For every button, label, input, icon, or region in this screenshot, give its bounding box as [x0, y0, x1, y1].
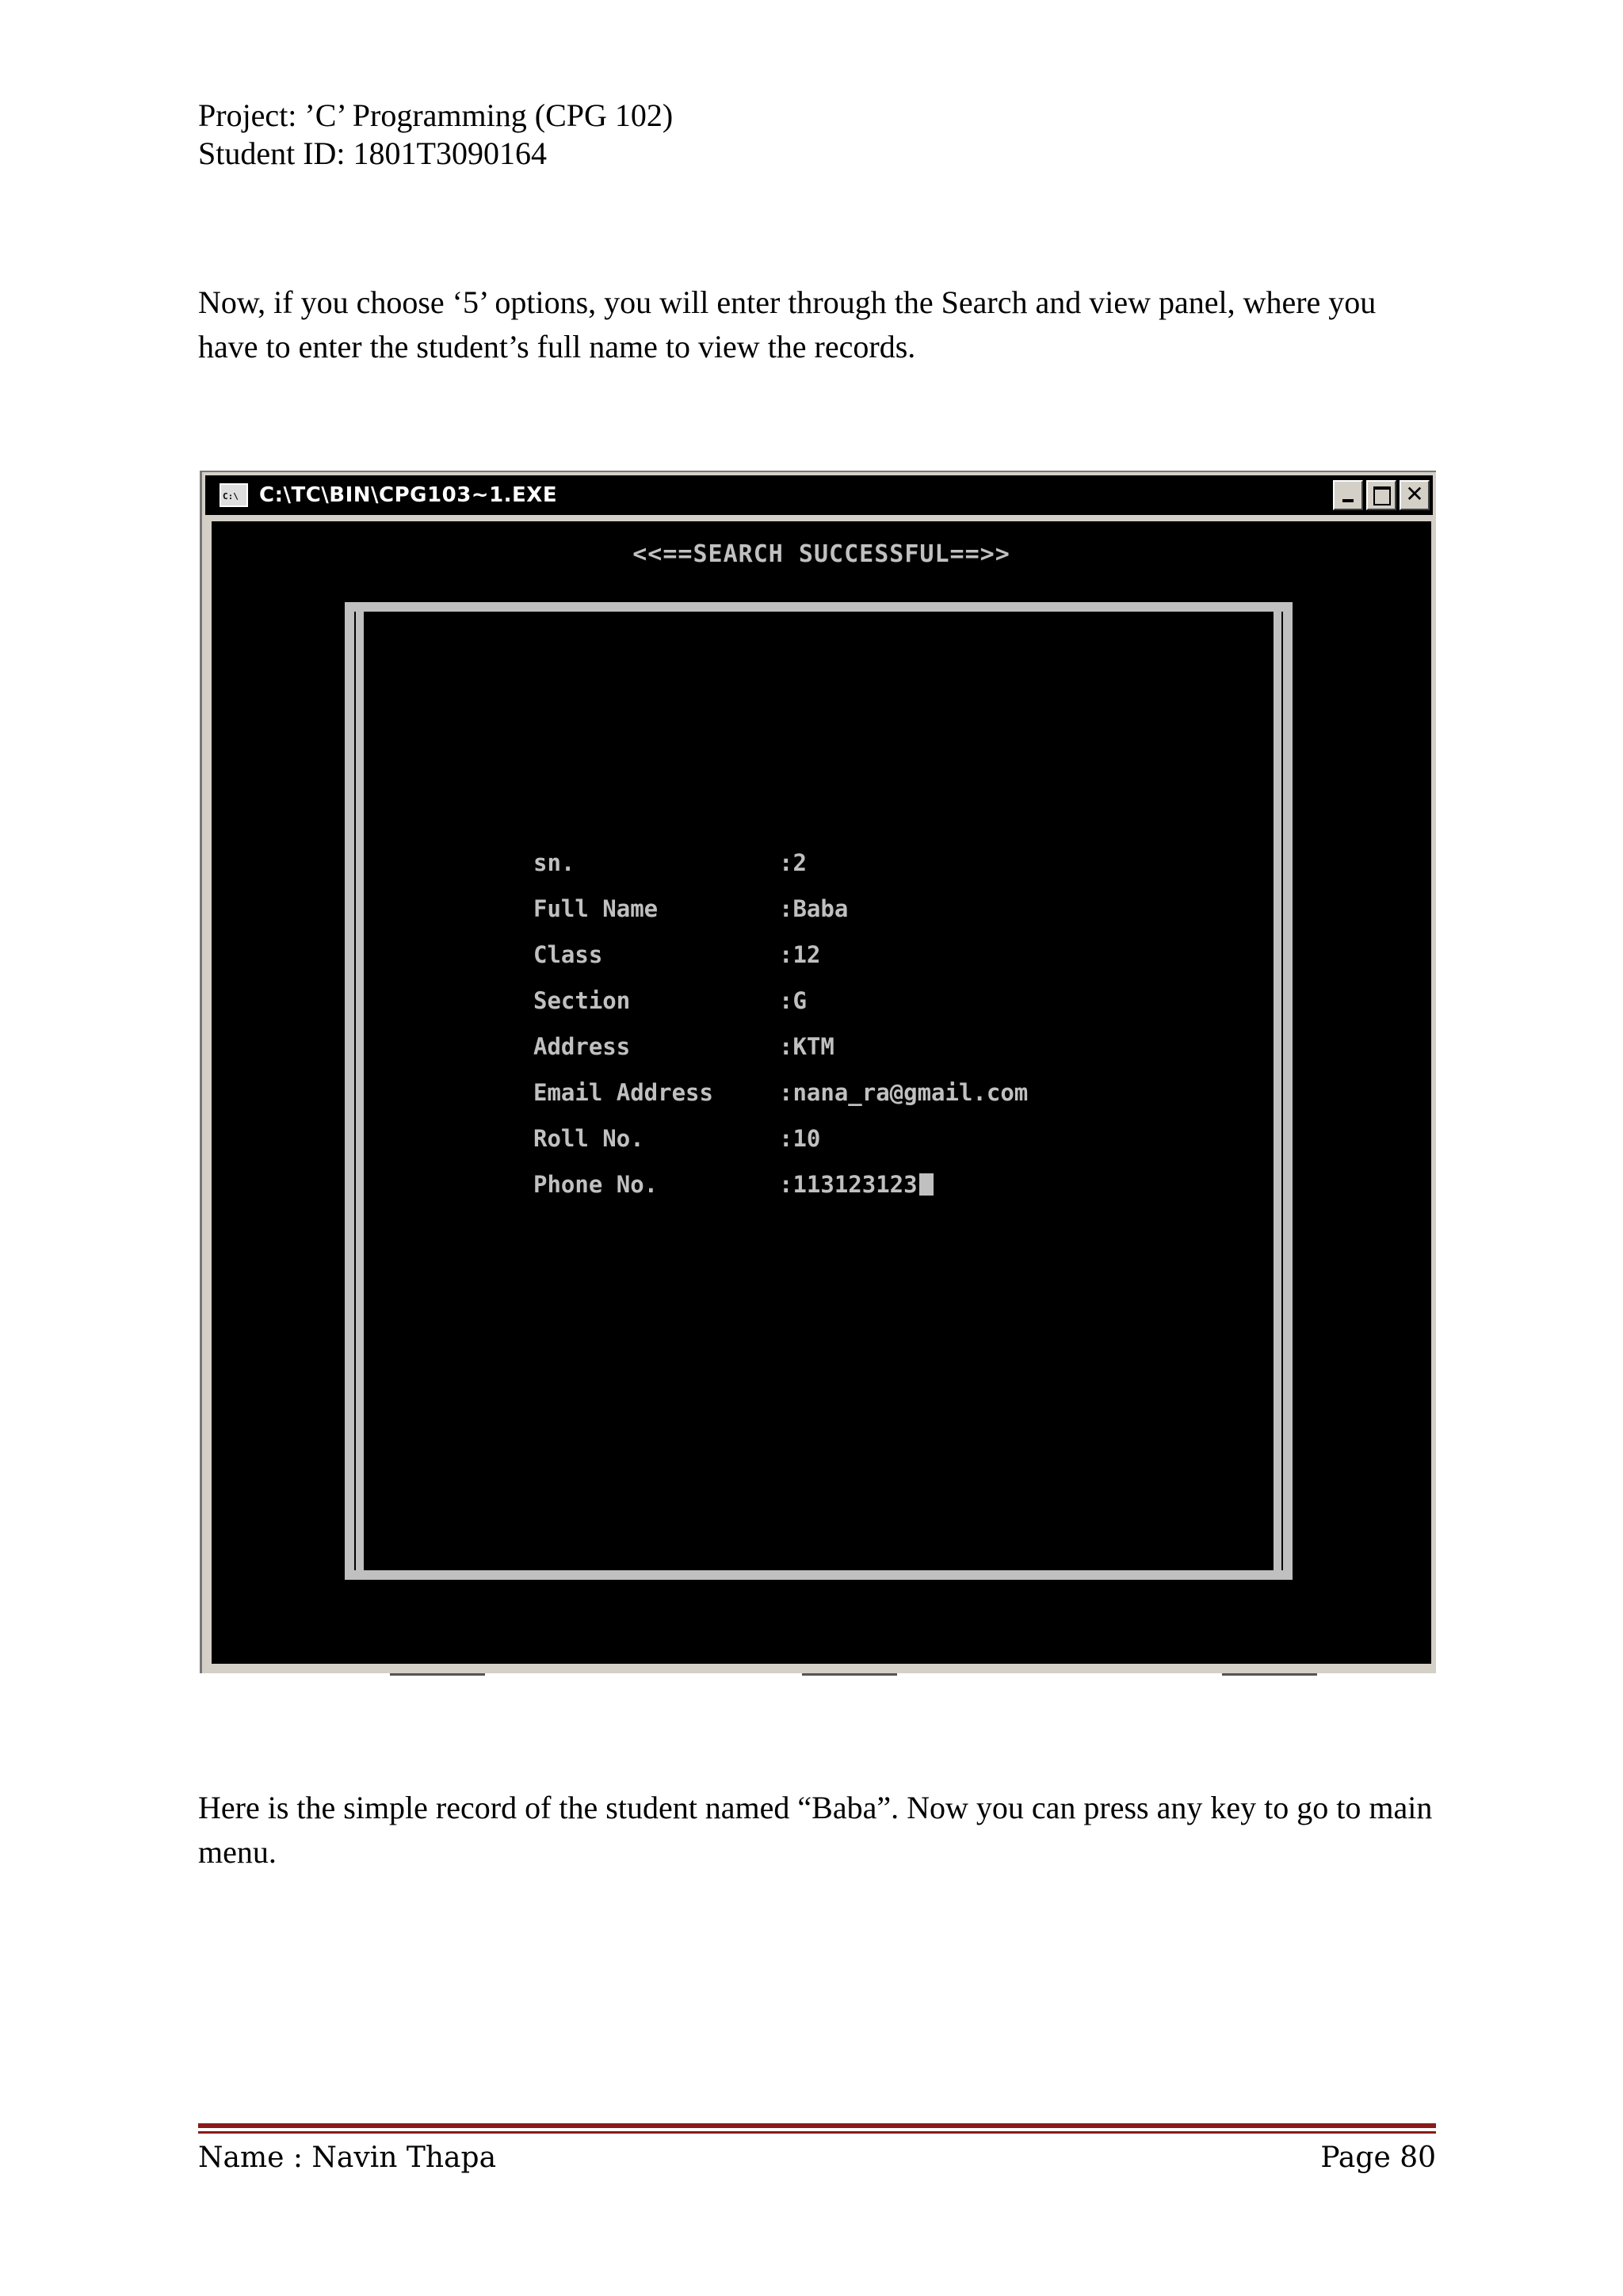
- intro-paragraph: Now, if you choose ‘5’ options, you will enter through the Search and view panel, where you have to enter the student’s full name to view the records.: [198, 284, 1377, 364]
- console-area: [212, 521, 1431, 1664]
- record-value: :113123123: [779, 1171, 918, 1198]
- record-label: Phone No.: [533, 1171, 659, 1198]
- close-icon[interactable]: ✕: [1400, 480, 1430, 510]
- record-value: :2: [779, 849, 807, 876]
- console-app-icon: [220, 483, 248, 507]
- student-id: Student ID: 1801T3090164: [198, 135, 547, 171]
- record-list: [533, 840, 1028, 1207]
- footer-page-number: Page 80: [1320, 2142, 1436, 2174]
- record-label: sn.: [533, 849, 575, 876]
- record-label: Email Address: [533, 1079, 713, 1106]
- search-banner: <<==SEARCH SUCCESSFUL==>>: [632, 540, 1010, 568]
- edge-mark: [802, 1673, 897, 1676]
- window-titlebar: [205, 475, 1433, 515]
- outro-paragraph: Here is the simple record of the student named “Baba”. Now you can press any key to go to main menu.: [198, 1790, 1433, 1870]
- record-value: :10: [779, 1125, 821, 1152]
- screenshot-bottom-edge: [200, 1673, 1436, 1681]
- edge-mark: [390, 1673, 485, 1676]
- record-label: Section: [533, 987, 631, 1014]
- window-controls: [1333, 480, 1430, 510]
- footer-author: Name : Navin Thapa: [198, 2142, 497, 2174]
- record-row: [533, 886, 1028, 932]
- window-title: C:\TC\BIN\CPG103~1.EXE: [259, 483, 558, 507]
- record-row: [533, 1070, 1028, 1116]
- record-label: Class: [533, 941, 603, 968]
- record-row: [533, 978, 1028, 1024]
- record-value: :KTM: [779, 1033, 834, 1060]
- record-row: [533, 1161, 1028, 1207]
- record-label: Full Name: [533, 895, 659, 922]
- record-row: [533, 840, 1028, 886]
- record-label: Address: [533, 1033, 631, 1060]
- record-value: :G: [779, 987, 807, 1014]
- footer-rule: [198, 2123, 1436, 2128]
- record-label: Roll No.: [533, 1125, 644, 1152]
- text-cursor-icon: [919, 1173, 934, 1196]
- maximize-icon[interactable]: [1366, 480, 1396, 510]
- record-value: :12: [779, 941, 821, 968]
- project-title: Project: ’C’ Programming (CPG 102): [198, 97, 674, 133]
- record-row: [533, 1116, 1028, 1161]
- console-window-screenshot: [200, 471, 1436, 1673]
- page-header: [198, 97, 673, 173]
- minimize-icon[interactable]: [1333, 480, 1363, 510]
- record-value: :Baba: [779, 895, 849, 922]
- footer-rule-thin: [198, 2131, 1436, 2134]
- record-value: :nana_ra@gmail.com: [779, 1079, 1029, 1106]
- record-row: [533, 1024, 1028, 1070]
- edge-mark: [1222, 1673, 1317, 1676]
- record-value-with-cursor: [779, 1161, 934, 1207]
- record-row: [533, 932, 1028, 978]
